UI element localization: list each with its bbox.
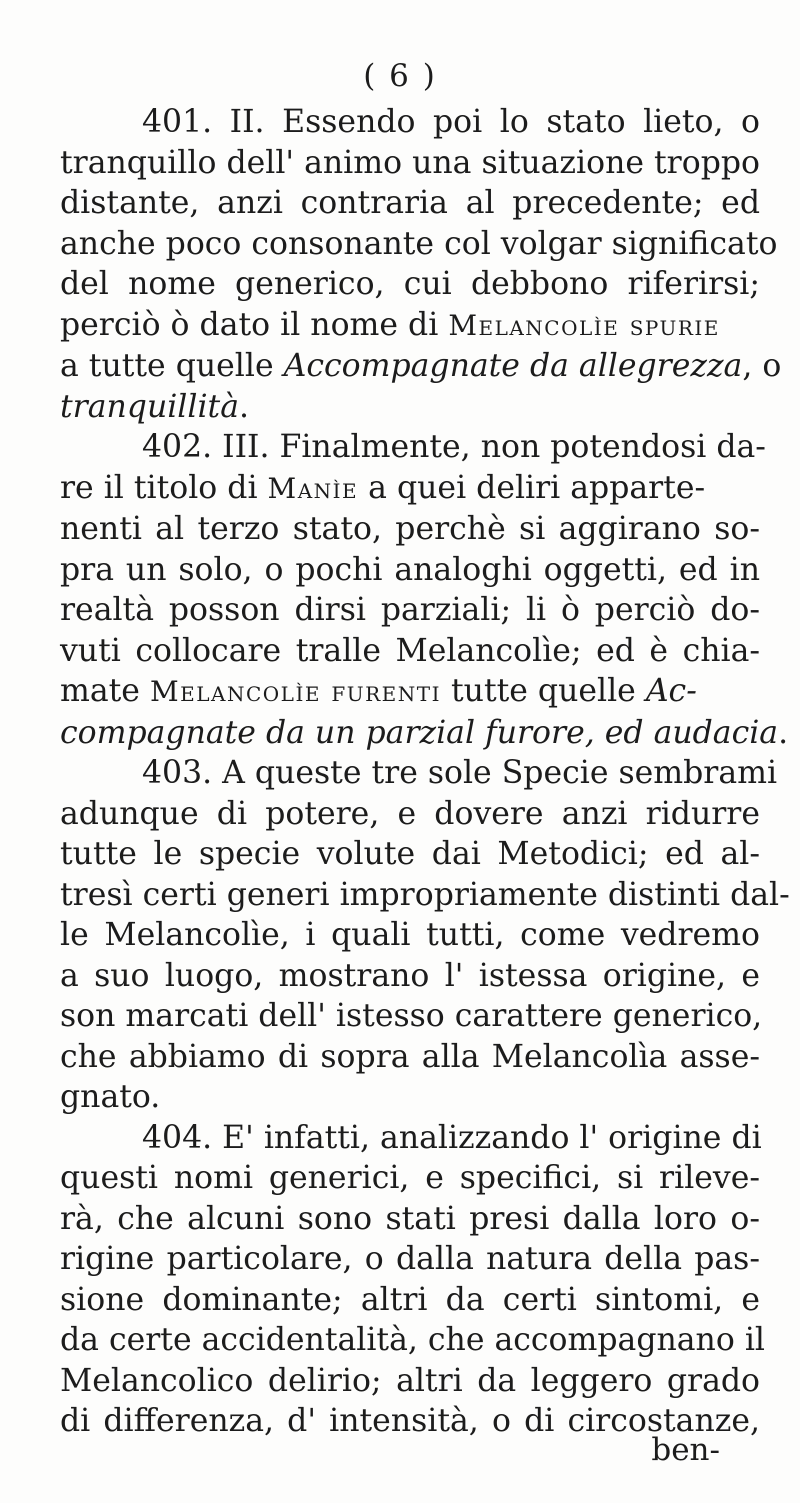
text-run: . bbox=[778, 714, 789, 751]
para-402-line-3: nenti al terzo stato, perchè si aggirano so- bbox=[60, 511, 760, 547]
para-401-line-8 bbox=[60, 387, 760, 428]
small-caps-term: Manìe bbox=[267, 471, 359, 505]
para-404-line-3: rà, che alcuni sono stati presi dalla loro o- bbox=[60, 1200, 760, 1237]
para-403-line-9: gnato. bbox=[60, 1079, 161, 1115]
para-403-line-7: son marcati dell' istesso carattere generico, bbox=[60, 998, 763, 1034]
para-401-line-5: del nome generico, cui debbono riferirsi; bbox=[60, 266, 760, 302]
para-404-line-6: da certe accidentalità, che accompagnano il bbox=[60, 1322, 765, 1358]
para-404-line-4: rigine particolare, o dalla natura della pas- bbox=[60, 1241, 760, 1277]
text-run: . bbox=[238, 388, 249, 425]
para-401-line-7 bbox=[60, 346, 782, 387]
catchword: ben- bbox=[651, 1432, 720, 1468]
para-403-line-3: tutte le specie volute dai Metodici; ed al- bbox=[60, 836, 760, 872]
para-404-line-7: Melancolico delirio; altri da leggero grado bbox=[60, 1362, 760, 1399]
page-body bbox=[60, 102, 790, 1442]
para-403-line-4: tresì certi generi impropriamente distinti dal- bbox=[60, 876, 790, 913]
para-403-line-1: 403. A queste tre sole Specie sembrami bbox=[142, 755, 778, 791]
para-404-line-2: questi nomi generici, e specifici, si rileve- bbox=[60, 1160, 760, 1196]
italic-term: tranquillità bbox=[60, 388, 239, 425]
italic-term: Accompagnate da allegrezza bbox=[283, 348, 743, 384]
text-run: tutte quelle bbox=[440, 673, 646, 709]
para-404-line-5: sione dominante; altri da certi sintomi, e bbox=[60, 1281, 760, 1318]
para-403-line-2: adunque di potere, e dovere anzi ridurre bbox=[60, 795, 760, 832]
text-run: a quei deliri apparte- bbox=[358, 469, 706, 506]
small-caps-term: Melancolìe spurie bbox=[448, 308, 720, 342]
para-402-line-8 bbox=[60, 713, 789, 754]
para-404-line-8: di differenza, d' intensità, o di circostanze, bbox=[60, 1403, 760, 1439]
text-run: , o bbox=[742, 348, 782, 384]
para-401-line-3: distante, anzi contraria al precedente; ed bbox=[60, 185, 760, 221]
text-run: mate bbox=[60, 673, 150, 709]
para-402-line-6: vuti collocare tralle Melancolìe; ed è chia- bbox=[60, 632, 760, 669]
italic-term: compagnate da un parzial furore, ed audacia bbox=[60, 714, 779, 751]
text-run: perciò ò dato il nome di bbox=[60, 306, 449, 343]
para-402-line-4: pra un solo, o pochi analoghi oggetti, ed in bbox=[60, 551, 760, 588]
page-number: ( 6 ) bbox=[363, 58, 437, 94]
text-run: re il titolo di bbox=[60, 469, 268, 506]
para-403-line-5: le Melancolìe, i quali tutti, come vedremo bbox=[60, 917, 760, 953]
para-401-line-2: tranquillo dell' animo una situazione troppo bbox=[60, 144, 760, 181]
para-402-line-1: 402. III. Finalmente, non potendosi da- bbox=[142, 429, 766, 465]
italic-term: Ac- bbox=[645, 673, 697, 709]
para-401-line-6 bbox=[60, 305, 760, 347]
small-caps-term: Melancolìe furenti bbox=[149, 675, 441, 708]
para-402-line-5: realtà posson dirsi parziali; li ò perciò do- bbox=[60, 592, 760, 628]
para-403-line-8: che abbiamo di sopra alla Melancolìa asse- bbox=[60, 1038, 760, 1075]
para-402-line-2 bbox=[60, 468, 760, 510]
para-403-line-6: a suo luogo, mostrano l' istessa origine, e bbox=[60, 957, 760, 994]
para-401-line-1: 401. II. Essendo poi lo stato lieto, o bbox=[142, 104, 760, 140]
text-run: a tutte quelle bbox=[60, 348, 284, 384]
para-401-line-4: anche poco consonante col volgar significato bbox=[60, 225, 778, 262]
para-402-line-7 bbox=[60, 671, 760, 713]
para-404-line-1: 404. E' infatti, analizzando l' origine di bbox=[142, 1119, 762, 1156]
